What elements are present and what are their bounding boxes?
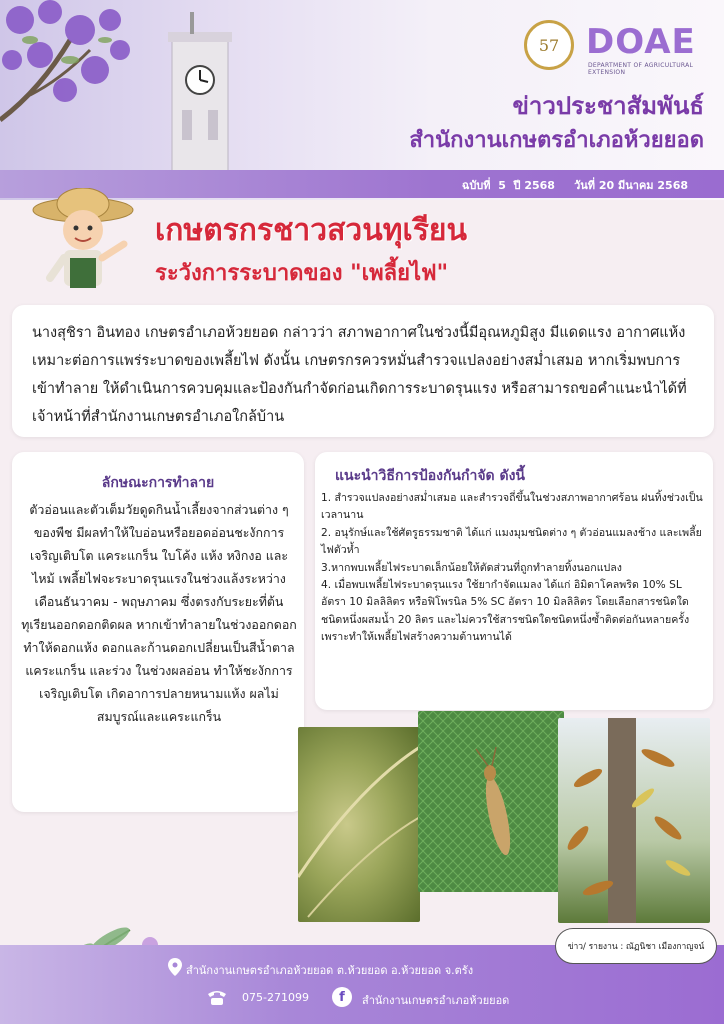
damaged-leaf-photo <box>298 727 420 922</box>
phone-icon <box>206 988 228 1006</box>
intro-card <box>12 305 714 437</box>
prevention-item: 2. อนุรักษ์และใช้ศัตรูธรรมชาติ ได้แก่ แมงมุมชนิดต่าง ๆ ตัวอ่อนแมลงช้าง และเพลี้ยไฟตัวห้ำ <box>321 526 702 557</box>
footer-address: สำนักงานเกษตรอำเภอห้วยยอด ต.ห้วยยอด อ.ห้วยยอด จ.ตรัง <box>186 964 474 977</box>
prevention-list <box>321 490 709 647</box>
issue-date: ฉบับที่ 5 ปี 2568 วันที่ 20 มีนาคม 2568 <box>461 179 688 192</box>
prevention-item: 1. สำรวจแปลงอย่างสม่ำเสมอ และสำรวจถี่ขึ้นในช่วงสภาพอากาศร้อน ฝนทิ้งช่วงเป็นเวลานาน <box>321 492 703 522</box>
prevention-item: 4. เมื่อพบเพลี้ยไฟระบาดรุนแรง ใช้ยากำจัดแมลง ได้แก่ อิมิดาโคลพริด 10% SL <box>321 579 682 592</box>
reporter-speech-bubble <box>555 928 717 964</box>
jacaranda-tree-image <box>0 0 150 140</box>
facebook-icon: f <box>332 987 352 1007</box>
anniversary-57-logo <box>524 20 574 70</box>
clock-tower-image <box>160 10 240 180</box>
prevention-item: 3.หากพบเพลี้ยไฟระบาดเล็กน้อยให้ตัดส่วนที่ถูกทำลายทิ้งนอกแปลง <box>321 561 622 574</box>
prevention-card <box>315 452 713 710</box>
header-title: ข่าวประชาสัมพันธ์ <box>512 92 704 120</box>
reporter-credit: ข่าว/ รายงาน : ณัฏนิชา เมืองกาญจน์ <box>567 942 705 952</box>
header-office-name: สำนักงานเกษตรอำเภอห้วยยอด <box>409 128 704 153</box>
damage-heading: ลักษณะการทำลาย <box>101 475 215 491</box>
farmer-cartoon-image <box>28 188 138 300</box>
damage-text: ตัวอ่อนและตัวเต็มวัยดูดกินน้ำเลี้ยงจากส่วนต่าง ๆ ของพืช มีผลทำให้ใบอ่อนหรือยอดอ่อนชะงักการเจริญเติบโต แคระแกร็น ใบโค้ง แห้ง หงิกงอ และไหม้ เพลี้ยไฟจะระบาดรุนแรงในช่วงแล้งระหว่างเดือนธันวาคม - พฤษภาคม ซึ่งตรงกับระยะที่ต้นทุเรียนออกดอกติดผล หากเข้าทำลายในช่วงออกดอกทำให้ดอกแห้ง ดอกและก้านดอกเปลี่ยนเป็นสีน้ำตาล แคระแกร็น และร่วง ในช่วงผลอ่อน ทำให้ชะงักการเจริญเติบโต เกิดอาการปลายหนามแห้ง ผลไม่สมบูรณ์และแคระแกร็น <box>21 502 297 724</box>
prevention-item: อัตรา 10 มิลลิลิตร หรือฟิโพรนิล 5% SC อัตรา 10 มิลลิลิตร โดยเลือกสารชนิดใดชนิดหนึ่งผสมน้ำ 20 ลิตร และไม่ควรใช้สารชนิดใดชนิดหนึ่งซ้ำติดต่อกันหลายครั้ง เพราะทำให้เพลี้ยไฟสร้างความต้านทานได้ <box>321 596 690 644</box>
footer-facebook[interactable]: สำนักงานเกษตรอำเภอห้วยยอด <box>362 994 510 1007</box>
durian-tree-damage-photo <box>558 718 710 923</box>
headline-subtitle: ระวังการระบาดของ "เพลี้ยไฟ" <box>155 261 449 286</box>
footer-phone[interactable]: 075-271099 <box>242 991 309 1004</box>
doae-logo-subtitle: DEPARTMENT OF AGRICULTURAL EXTENSION <box>588 62 694 76</box>
damage-card <box>12 452 304 812</box>
location-pin-icon <box>168 958 182 976</box>
logo-57-text: 57 <box>538 35 560 55</box>
headline-title: เกษตรกรชาวสวนทุเรียน <box>155 213 468 248</box>
prevention-heading: แนะนำวิธีการป้องกันกำจัด ดังนี้ <box>335 468 525 484</box>
doae-logo: DOAE <box>586 22 696 62</box>
intro-text: นางสุชิรา อินทอง เกษตรอำเภอห้วยยอด กล่าวว่า สภาพอากาศในช่วงนี้มีอุณหภูมิสูง มีแดดแรง อากาศแห้ง เหมาะต่อการแพร่ระบาดของเพลี้ยไฟ ดังนั้น เกษตรกรควรหมั่นสำรวจแปลงอย่างสม่ำเสมอ หากเริ่มพบการเข้าทำลาย ให้ดำเนินการควบคุมและป้องกันกำจัดก่อนเกิดการระบาดรุนแรง หรือสามารถขอคำแนะนำได้ที่เจ้าหน้าที่สำนักงานเกษตรอำเภอใกล้บ้าน <box>32 325 687 425</box>
thrips-insect-photo <box>418 711 564 892</box>
